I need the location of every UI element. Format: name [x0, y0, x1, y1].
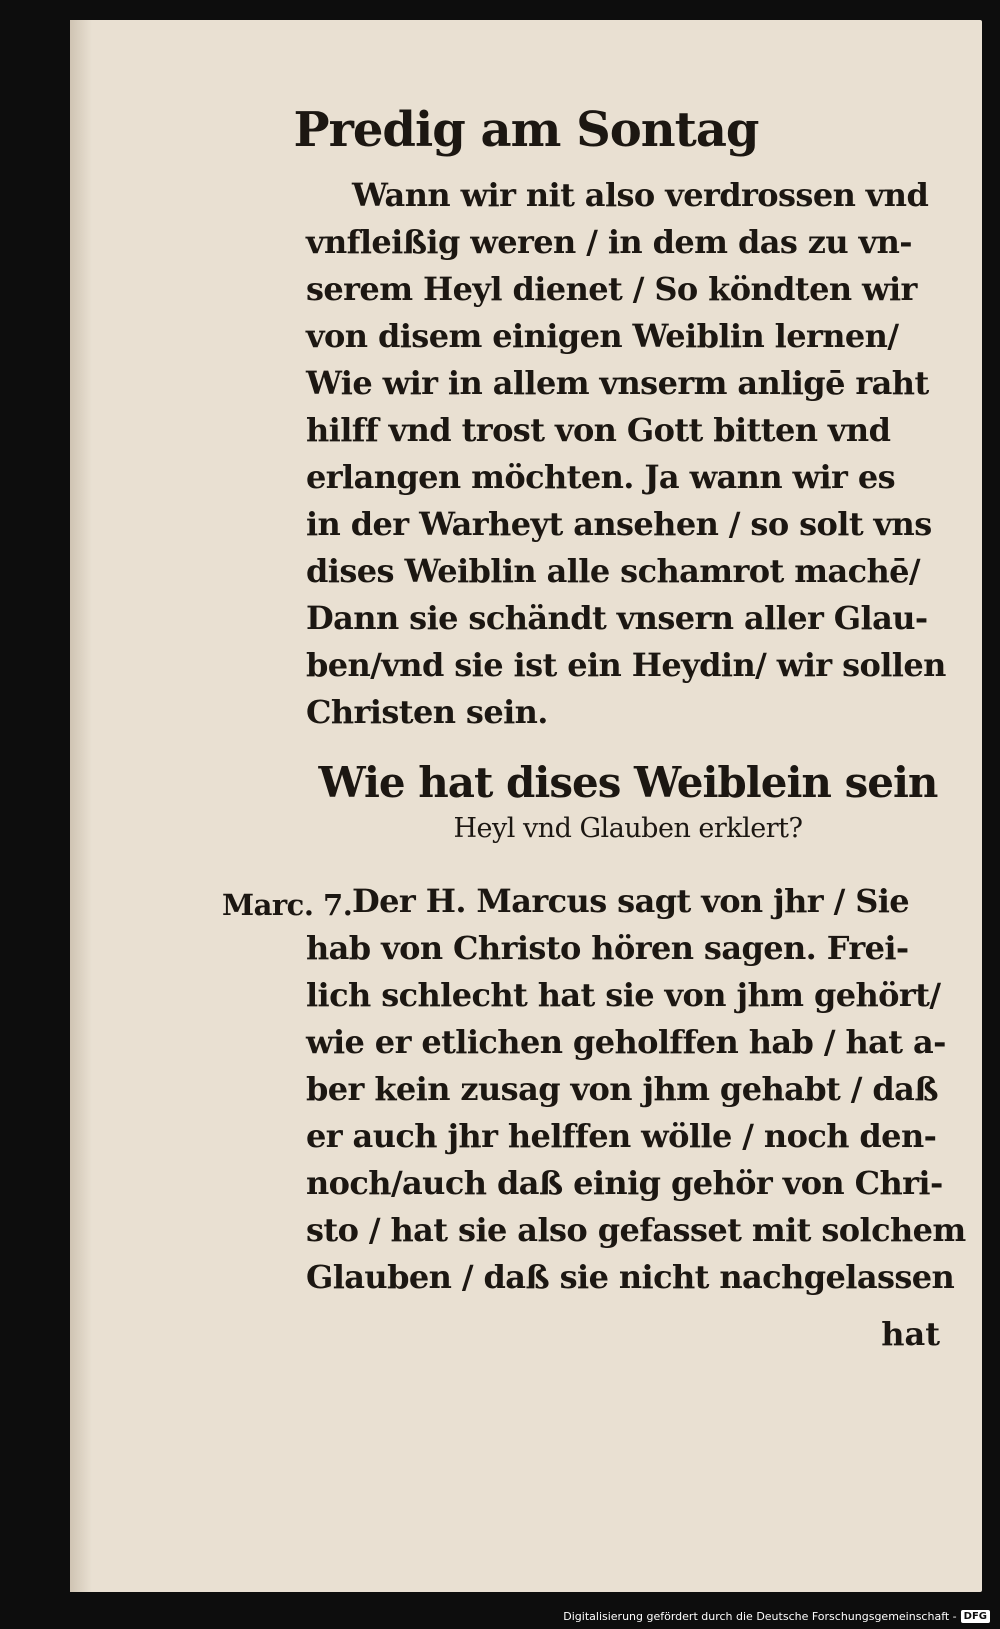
text-line: Wann wir nit also verdrossen vnd	[352, 176, 929, 214]
text-line: sto / hat sie also gefasset mit solchem	[306, 1211, 966, 1249]
dfg-logo: DFG	[961, 1610, 990, 1623]
text-line: in der Warheyt ansehen / so solt vns	[306, 505, 932, 543]
section-subtitle: Heyl vnd Glauben erklert?	[453, 813, 803, 844]
text-line: hilff vnd trost von Gott bitten vnd	[306, 411, 891, 449]
text-line: Christen sein.	[306, 693, 548, 731]
text-line: noch/auch daß einig gehör von Chri-	[306, 1164, 943, 1202]
text-line: lich schlecht hat sie von jhm gehört/	[306, 976, 941, 1014]
text-line: ben/vnd sie ist ein Heydin/ wir sollen	[306, 646, 946, 684]
margin-note: Marc. 7.	[222, 888, 353, 922]
section-title: Wie hat dises Weiblein sein	[318, 758, 938, 807]
text-line: vnfleißig weren / in dem das zu vn-	[306, 223, 912, 261]
text-line: Dann sie schändt vnsern aller Glau-	[306, 599, 928, 637]
text-line: erlangen möchten. Ja wann wir es	[306, 458, 896, 496]
text-line: Glauben / daß sie nicht nachgelassen	[306, 1258, 955, 1296]
text-line: von disem einigen Weiblin lernen/	[306, 317, 899, 355]
page-gutter-shadow	[70, 20, 92, 1592]
text-line: serem Heyl dienet / So köndten wir	[306, 270, 917, 308]
paragraph-1	[306, 172, 950, 736]
digitization-footer	[563, 1603, 990, 1629]
text-line: Wie wir in allem vnserm anligē raht	[306, 364, 929, 402]
paragraph-2	[306, 878, 966, 1301]
text-line: ber kein zusag von jhm gehabt / daß	[306, 1070, 939, 1108]
footer-credit: Digitalisierung gefördert durch die Deutsche Forschungsgemeinschaft -	[563, 1609, 957, 1623]
catchword: hat	[881, 1315, 940, 1353]
text-line: dises Weiblin alle schamrot machē/	[306, 552, 921, 590]
text-line: hab von Christo hören sagen. Frei-	[306, 929, 909, 967]
text-line: Der H. Marcus sagt von jhr / Sie	[352, 882, 910, 920]
text-line: wie er etlichen geholffen hab / hat a-	[306, 1023, 946, 1061]
running-head: Predig am Sontag	[293, 102, 759, 158]
book-page	[70, 20, 982, 1592]
section-heading	[306, 755, 950, 847]
text-line: er auch jhr helffen wölle / noch den-	[306, 1117, 937, 1155]
